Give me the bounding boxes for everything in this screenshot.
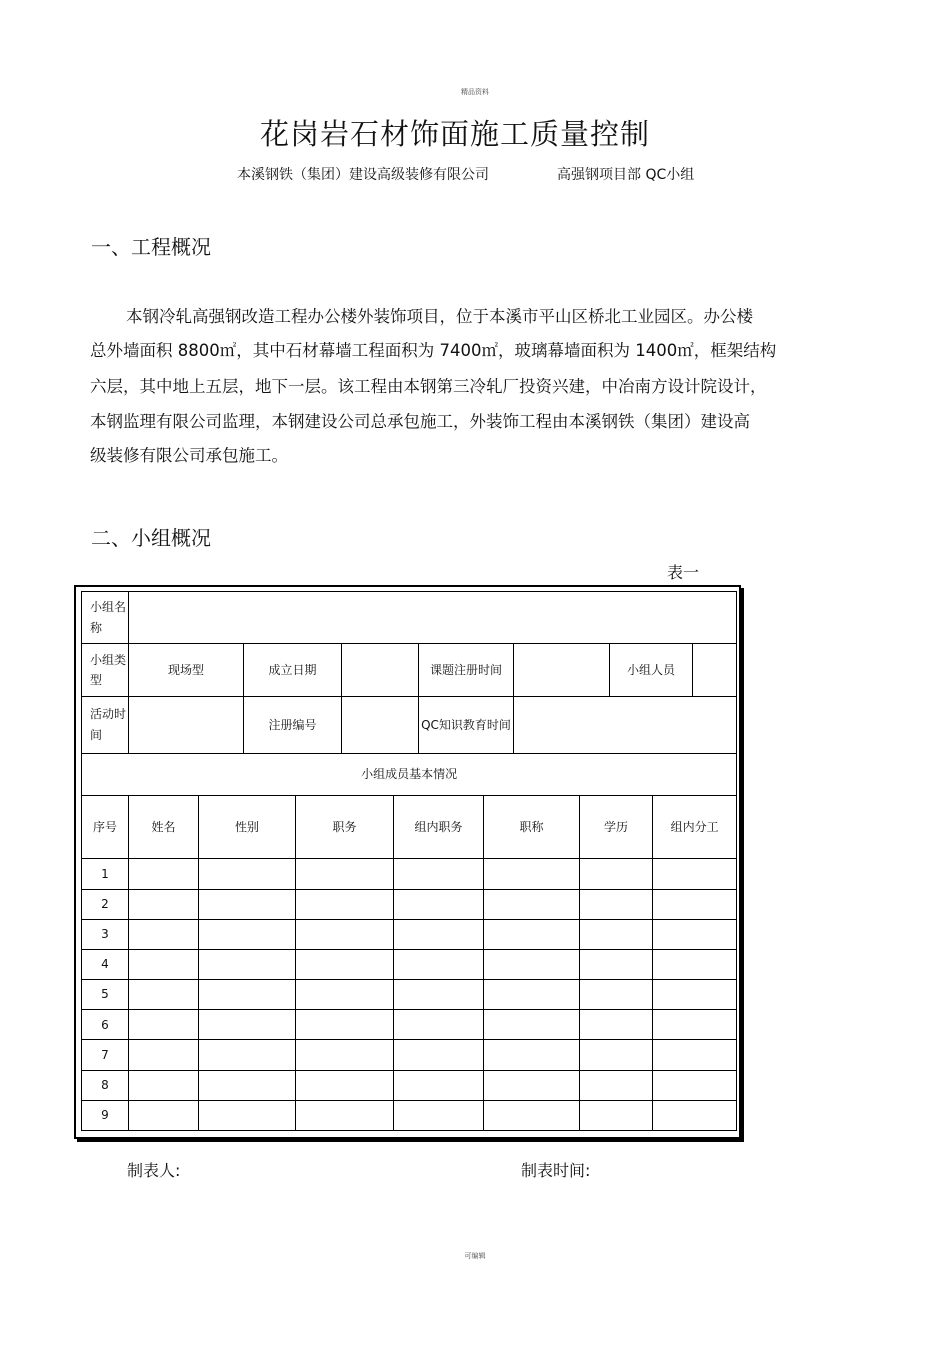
member-name-cell[interactable] [129, 919, 199, 949]
row-number: 3 [82, 919, 129, 949]
member-name-cell[interactable] [129, 1100, 199, 1130]
qc-education-value[interactable] [514, 696, 737, 753]
qc-team-table [74, 585, 741, 1139]
table-row [82, 1040, 737, 1070]
member-count-value[interactable] [693, 644, 737, 696]
table-maker-label: 制表人: [127, 1161, 181, 1180]
member-gender-cell[interactable] [199, 1010, 296, 1040]
member-gender-cell[interactable] [199, 1040, 296, 1070]
member-duty-cell[interactable] [653, 1100, 737, 1130]
table-date-label: 制表时间: [521, 1161, 591, 1180]
member-gender-cell[interactable] [199, 949, 296, 979]
member-duty-cell[interactable] [653, 889, 737, 919]
column-header-gender: 性别 [199, 796, 296, 859]
member-position-cell[interactable] [296, 1040, 394, 1070]
row-number: 6 [82, 1010, 129, 1040]
group-name-value[interactable] [129, 592, 737, 644]
member-education-cell[interactable] [580, 1040, 653, 1070]
project-team: 高强钢项目部 QC小组 [557, 167, 695, 183]
member-team-role-cell[interactable] [394, 919, 484, 949]
column-header-education: 学历 [580, 796, 653, 859]
footer-watermark: 可编辑 [464, 1252, 486, 1260]
member-name-cell[interactable] [129, 1040, 199, 1070]
section1-line-4: 本钢监理有限公司监理，本钢建设公司总承包施工，外装饰工程由本溪钢铁（集团）建设高 [90, 412, 750, 431]
member-position-cell[interactable] [296, 919, 394, 949]
group-name-label: 小组名称 [82, 592, 129, 644]
member-education-cell[interactable] [580, 949, 653, 979]
member-position-cell[interactable] [296, 889, 394, 919]
section1-line-2: 总外墙面积 8800㎡，其中石材幕墙工程面积为 7400㎡，玻璃幕墙面积为 1400㎡，框架结构 [90, 341, 777, 360]
column-header-team-role: 组内职务 [394, 796, 484, 859]
column-header-duty: 组内分工 [653, 796, 737, 859]
member-position-cell[interactable] [296, 980, 394, 1010]
activity-time-value[interactable] [129, 696, 244, 753]
member-education-cell[interactable] [580, 980, 653, 1010]
column-header-name: 姓名 [129, 796, 199, 859]
member-name-cell[interactable] [129, 859, 199, 889]
member-name-cell[interactable] [129, 980, 199, 1010]
member-education-cell[interactable] [580, 1100, 653, 1130]
member-gender-cell[interactable] [199, 1070, 296, 1100]
member-position-cell[interactable] [296, 1100, 394, 1130]
row-number: 2 [82, 889, 129, 919]
member-gender-cell[interactable] [199, 919, 296, 949]
member-duty-cell[interactable] [653, 949, 737, 979]
topic-registration-label: 课题注册时间 [419, 644, 514, 696]
member-count-label: 小组人员 [610, 644, 693, 696]
member-education-cell[interactable] [580, 919, 653, 949]
table-row [82, 889, 737, 919]
member-education-cell[interactable] [580, 1070, 653, 1100]
member-team-role-cell[interactable] [394, 1070, 484, 1100]
member-title-cell[interactable] [484, 1010, 580, 1040]
group-type-value: 现场型 [129, 644, 244, 696]
table-row [82, 949, 737, 979]
header-watermark: 精品资料 [461, 88, 489, 96]
member-position-cell[interactable] [296, 859, 394, 889]
table-row [82, 1100, 737, 1130]
member-title-cell[interactable] [484, 1100, 580, 1130]
member-title-cell[interactable] [484, 949, 580, 979]
member-title-cell[interactable] [484, 919, 580, 949]
registration-number-value[interactable] [342, 696, 419, 753]
member-team-role-cell[interactable] [394, 859, 484, 889]
member-name-cell[interactable] [129, 1010, 199, 1040]
member-rows [82, 859, 737, 1131]
member-education-cell[interactable] [580, 859, 653, 889]
member-position-cell[interactable] [296, 949, 394, 979]
member-education-cell[interactable] [580, 1010, 653, 1040]
member-name-cell[interactable] [129, 889, 199, 919]
activity-time-label: 活动时间 [82, 696, 129, 753]
member-duty-cell[interactable] [653, 919, 737, 949]
member-team-role-cell[interactable] [394, 1010, 484, 1040]
section1-line-1: 本钢冷轧高强钢改造工程办公楼外装饰项目，位于本溪市平山区桥北工业园区。办公楼 [126, 307, 753, 326]
member-title-cell[interactable] [484, 1070, 580, 1100]
table-caption: 表一 [667, 563, 700, 582]
table-row [82, 919, 737, 949]
members-section-title: 小组成员基本情况 [82, 753, 737, 795]
qc-education-label: QC知识教育时间 [419, 696, 514, 753]
member-duty-cell[interactable] [653, 1070, 737, 1100]
column-header-index: 序号 [82, 796, 129, 859]
section1-line-3: 六层，其中地上五层，地下一层。该工程由本钢第三冷轧厂投资兴建，中冶南方设计院设计， [90, 377, 767, 396]
company-name: 本溪钢铁（集团）建设高级装修有限公司 [237, 167, 489, 183]
member-position-cell[interactable] [296, 1010, 394, 1040]
member-gender-cell[interactable] [199, 1100, 296, 1130]
member-duty-cell[interactable] [653, 980, 737, 1010]
table-row [82, 1070, 737, 1100]
row-number: 5 [82, 980, 129, 1010]
table-row [82, 1010, 737, 1040]
member-title-cell[interactable] [484, 889, 580, 919]
topic-registration-value[interactable] [514, 644, 610, 696]
member-position-cell[interactable] [296, 1070, 394, 1100]
row-number: 1 [82, 859, 129, 889]
member-title-cell[interactable] [484, 1040, 580, 1070]
column-header-position: 职务 [296, 796, 394, 859]
team-info-grid [81, 591, 737, 1131]
member-team-role-cell[interactable] [394, 1040, 484, 1070]
group-type-label: 小组类型 [82, 644, 129, 696]
founded-date-value[interactable] [342, 644, 419, 696]
section1-heading: 一、工程概况 [91, 235, 211, 259]
member-gender-cell[interactable] [199, 889, 296, 919]
member-gender-cell[interactable] [199, 980, 296, 1010]
member-team-role-cell[interactable] [394, 889, 484, 919]
registration-number-label: 注册编号 [244, 696, 342, 753]
member-title-cell[interactable] [484, 980, 580, 1010]
member-name-cell[interactable] [129, 949, 199, 979]
member-duty-cell[interactable] [653, 859, 737, 889]
member-duty-cell[interactable] [653, 1040, 737, 1070]
founded-date-label: 成立日期 [244, 644, 342, 696]
row-number: 4 [82, 949, 129, 979]
table-row [82, 859, 737, 889]
row-number: 9 [82, 1100, 129, 1130]
row-number: 7 [82, 1040, 129, 1070]
member-education-cell[interactable] [580, 889, 653, 919]
member-team-role-cell[interactable] [394, 949, 484, 979]
member-gender-cell[interactable] [199, 859, 296, 889]
member-name-cell[interactable] [129, 1070, 199, 1100]
column-header-title: 职称 [484, 796, 580, 859]
member-team-role-cell[interactable] [394, 980, 484, 1010]
member-duty-cell[interactable] [653, 1010, 737, 1040]
section2-heading: 二、小组概况 [91, 526, 211, 550]
row-number: 8 [82, 1070, 129, 1100]
document-title: 花岗岩石材饰面施工质量控制 [259, 117, 650, 151]
member-title-cell[interactable] [484, 859, 580, 889]
section1-line-5: 级装修有限公司承包施工。 [90, 446, 288, 465]
member-team-role-cell[interactable] [394, 1100, 484, 1130]
table-row [82, 980, 737, 1010]
